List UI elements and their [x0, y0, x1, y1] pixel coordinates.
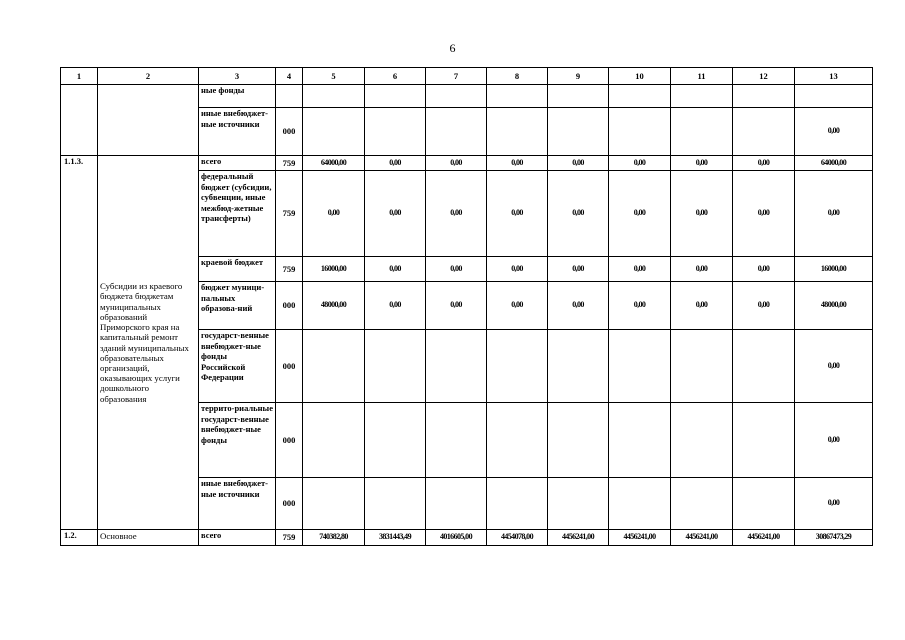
value-cell: [303, 85, 365, 108]
value-cell: 0,00: [548, 156, 609, 171]
value-cell: [609, 108, 671, 156]
empty-description-cell: [98, 85, 199, 156]
value-cell: [548, 403, 609, 478]
value-cell: [365, 403, 426, 478]
value-cell: 0,00: [609, 171, 671, 257]
value-cell: 0,00: [671, 171, 733, 257]
table-row: [61, 530, 873, 546]
value-cell: [733, 108, 795, 156]
item-description: Основное: [98, 530, 199, 546]
code-cell: 759: [276, 156, 303, 171]
value-cell: [303, 108, 365, 156]
value-cell: [609, 330, 671, 403]
value-cell: [548, 478, 609, 530]
value-cell: [548, 108, 609, 156]
value-cell: 0,00: [365, 156, 426, 171]
value-cell: 64000,00: [795, 156, 873, 171]
source-cell: ные фонды: [199, 85, 276, 108]
value-cell: 0,00: [609, 156, 671, 171]
value-cell: 0,00: [548, 257, 609, 282]
value-cell: 0,00: [733, 156, 795, 171]
value-cell: [671, 403, 733, 478]
code-cell: 000: [276, 282, 303, 330]
value-cell: 0,00: [733, 257, 795, 282]
header-cell: 3: [199, 68, 276, 85]
value-cell: 0,00: [426, 257, 487, 282]
value-cell: 3831443,49: [365, 530, 426, 546]
value-cell: 0,00: [671, 156, 733, 171]
budget-table: [60, 67, 873, 546]
value-cell: 0,00: [795, 108, 873, 156]
value-cell: [609, 85, 671, 108]
code-cell: 000: [276, 403, 303, 478]
value-cell: 0,00: [795, 403, 873, 478]
value-cell: 0,00: [426, 156, 487, 171]
value-cell: 30867473,29: [795, 530, 873, 546]
value-cell: [487, 478, 548, 530]
value-cell: 0,00: [426, 282, 487, 330]
value-cell: [365, 85, 426, 108]
value-cell: 740382,80: [303, 530, 365, 546]
header-cell: 10: [609, 68, 671, 85]
item-number: 1.2.: [61, 530, 98, 546]
value-cell: [303, 403, 365, 478]
header-cell: 13: [795, 68, 873, 85]
table-row: [61, 156, 873, 171]
header-cell: 7: [426, 68, 487, 85]
value-cell: [671, 85, 733, 108]
header-cell: 2: [98, 68, 199, 85]
code-cell: 000: [276, 330, 303, 403]
value-cell: [733, 85, 795, 108]
value-cell: [487, 85, 548, 108]
value-cell: 0,00: [548, 171, 609, 257]
value-cell: 4456241,00: [733, 530, 795, 546]
value-cell: [733, 403, 795, 478]
code-cell: 759: [276, 171, 303, 257]
source-cell: краевой бюджет: [199, 257, 276, 282]
empty-number-cell: [61, 85, 98, 156]
header-cell: 4: [276, 68, 303, 85]
value-cell: 0,00: [365, 171, 426, 257]
value-cell: [671, 478, 733, 530]
value-cell: [671, 330, 733, 403]
value-cell: [426, 85, 487, 108]
value-cell: [303, 478, 365, 530]
header-cell: 12: [733, 68, 795, 85]
value-cell: [733, 330, 795, 403]
value-cell: 0,00: [487, 257, 548, 282]
value-cell: [365, 108, 426, 156]
value-cell: 0,00: [671, 257, 733, 282]
value-cell: [487, 330, 548, 403]
value-cell: [426, 330, 487, 403]
header-cell: 9: [548, 68, 609, 85]
table-row: [61, 85, 873, 108]
header-cell: 11: [671, 68, 733, 85]
value-cell: [671, 108, 733, 156]
value-cell: [548, 85, 609, 108]
value-cell: 16000,00: [303, 257, 365, 282]
value-cell: 0,00: [487, 156, 548, 171]
value-cell: [426, 108, 487, 156]
value-cell: 4016605,00: [426, 530, 487, 546]
value-cell: 0,00: [671, 282, 733, 330]
value-cell: [795, 85, 873, 108]
header-cell: 6: [365, 68, 426, 85]
header-cell: 5: [303, 68, 365, 85]
value-cell: [426, 403, 487, 478]
value-cell: 0,00: [733, 171, 795, 257]
source-cell: иные внебюджет-ные источники: [199, 108, 276, 156]
value-cell: 16000,00: [795, 257, 873, 282]
value-cell: 0,00: [609, 257, 671, 282]
value-cell: 0,00: [487, 282, 548, 330]
source-cell: бюджет муници-пальных образова-ний: [199, 282, 276, 330]
value-cell: 48000,00: [303, 282, 365, 330]
value-cell: 0,00: [609, 282, 671, 330]
code-cell: 759: [276, 530, 303, 546]
value-cell: [303, 330, 365, 403]
header-cell: 1: [61, 68, 98, 85]
value-cell: [487, 403, 548, 478]
header-row: [61, 68, 873, 85]
value-cell: 64000,00: [303, 156, 365, 171]
value-cell: 48000,00: [795, 282, 873, 330]
value-cell: 0,00: [365, 282, 426, 330]
value-cell: [609, 478, 671, 530]
source-cell: федеральный бюджет (субсидии, субвенции, иные межбюд-жетные трансферты): [199, 171, 276, 257]
source-cell: террито-риальные государст-венные внебюджет-ные фонды: [199, 403, 276, 478]
source-cell: всего: [199, 530, 276, 546]
value-cell: 0,00: [487, 171, 548, 257]
value-cell: 0,00: [303, 171, 365, 257]
value-cell: [733, 478, 795, 530]
value-cell: 0,00: [795, 330, 873, 403]
value-cell: 0,00: [733, 282, 795, 330]
item-description: Субсидии из краевого бюджета бюджетам муниципальных образований Приморского края на капитальный ремонт зданий муниципальных образовательных организаций, оказывающих услуги дошкольного образования: [98, 156, 199, 530]
value-cell: 0,00: [426, 171, 487, 257]
value-cell: 4454078,00: [487, 530, 548, 546]
source-cell: государст-венные внебюджет-ные фонды Российской Федерации: [199, 330, 276, 403]
value-cell: [609, 403, 671, 478]
value-cell: 0,00: [795, 478, 873, 530]
value-cell: 4456241,00: [609, 530, 671, 546]
code-cell: [276, 85, 303, 108]
value-cell: 0,00: [365, 257, 426, 282]
value-cell: 4456241,00: [671, 530, 733, 546]
code-cell: 000: [276, 478, 303, 530]
value-cell: 0,00: [548, 282, 609, 330]
value-cell: 4456241,00: [548, 530, 609, 546]
value-cell: [487, 108, 548, 156]
code-cell: 759: [276, 257, 303, 282]
item-number: 1.1.3.: [61, 156, 98, 530]
value-cell: [426, 478, 487, 530]
value-cell: 0,00: [795, 171, 873, 257]
source-cell: иные внебюджет-ные источники: [199, 478, 276, 530]
value-cell: [548, 330, 609, 403]
value-cell: [365, 330, 426, 403]
header-cell: 8: [487, 68, 548, 85]
source-cell: всего: [199, 156, 276, 171]
page-number: 6: [449, 41, 456, 55]
code-cell: 000: [276, 108, 303, 156]
value-cell: [365, 478, 426, 530]
